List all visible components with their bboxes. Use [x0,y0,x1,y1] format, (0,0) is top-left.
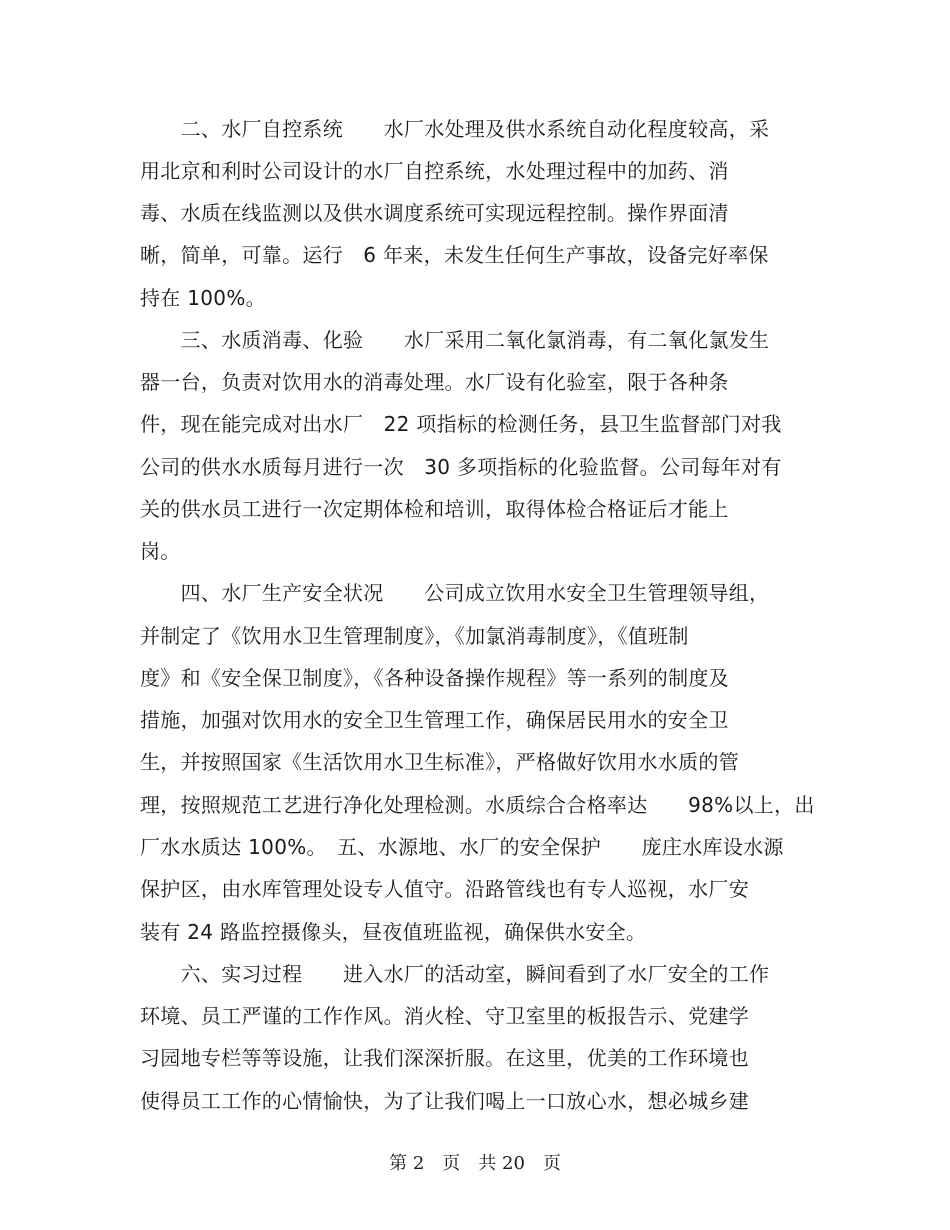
paragraph-line: 理，按照规范工艺进行净化处理检测。水质综合合格率达 98%以上，出 [140,793,815,817]
paragraph-line: 三、水质消毒、化验 水厂采用二氧化氯消毒，有二氧化氯发生 [140,328,770,352]
paragraph-line: 并制定了《饮用水卫生管理制度》，《加氯消毒制度》，《值班制 [140,624,689,648]
paragraph-line: 器一台，负责对饮用水的消毒处理。水厂设有化验室，限于各种条 [140,370,729,394]
paragraph-line: 关的供水员工进行一次定期体检和培训，取得体检合格证后才能上 [140,497,729,521]
paragraph-line: 毒、水质在线监测以及供水调度系统可实现远程控制。操作界面清 [140,201,729,225]
paragraph-line: 用北京和利时公司设计的水厂自控系统，水处理过程中的加药、消 [140,159,729,183]
paragraph-line: 习园地专栏等等设施，让我们深深折服。在这里，优美的工作环境也 [140,1046,749,1070]
paragraph-line: 措施，加强对饮用水的安全卫生管理工作，确保居民用水的安全卫 [140,708,729,732]
paragraph-line: 环境、员工严谨的工作作风。消火栓、守卫室里的板报告示、党建学 [140,1004,749,1028]
paragraph-line: 岗。 [140,539,181,563]
paragraph-line: 使得员工工作的心情愉快，为了让我们喝上一口放心水，想必城乡建 [140,1089,749,1113]
paragraph-line: 公司的供水水质每月进行一次 30 多项指标的化验监督。公司每年对有 [140,455,782,479]
page-footer: 第 2 页 共 20 页 [389,1153,561,1174]
paragraph-line: 二、水厂自控系统 水厂水处理及供水系统自动化程度较高，采 [140,117,770,141]
paragraph-line: 六、实习过程 进入水厂的活动室，瞬间看到了水厂安全的工作 [140,962,770,986]
paragraph-line: 晰，简单，可靠。运行 6 年来，未发生任何生产事故，设备完好率保 [140,243,769,267]
paragraph-line: 厂水水质达 100%。 五、水源地、水厂的安全保护 庞庄水库设水源 [140,835,784,859]
paragraph-line: 生，并按照国家《生活饮用水卫生标准》，严格做好饮用水水质的管 [140,750,739,774]
paragraph-line: 持在 100%。 [140,286,266,310]
paragraph-line: 件，现在能完成对出水厂 22 项指标的检测任务，县卫生监督部门对我 [140,412,782,436]
paragraph-line: 四、水厂生产安全状况 公司成立饮用水安全卫生管理领导组， [140,581,770,605]
paragraph-line: 保护区，由水库管理处设专人值守。沿路管线也有专人巡视，水厂安 [140,877,749,901]
paragraph-line: 装有 24 路监控摄像头，昼夜值班监视，确保供水安全。 [140,920,647,944]
paragraph-line: 度》和《安全保卫制度》，《各种设备操作规程》等一系列的制度及 [140,666,729,690]
